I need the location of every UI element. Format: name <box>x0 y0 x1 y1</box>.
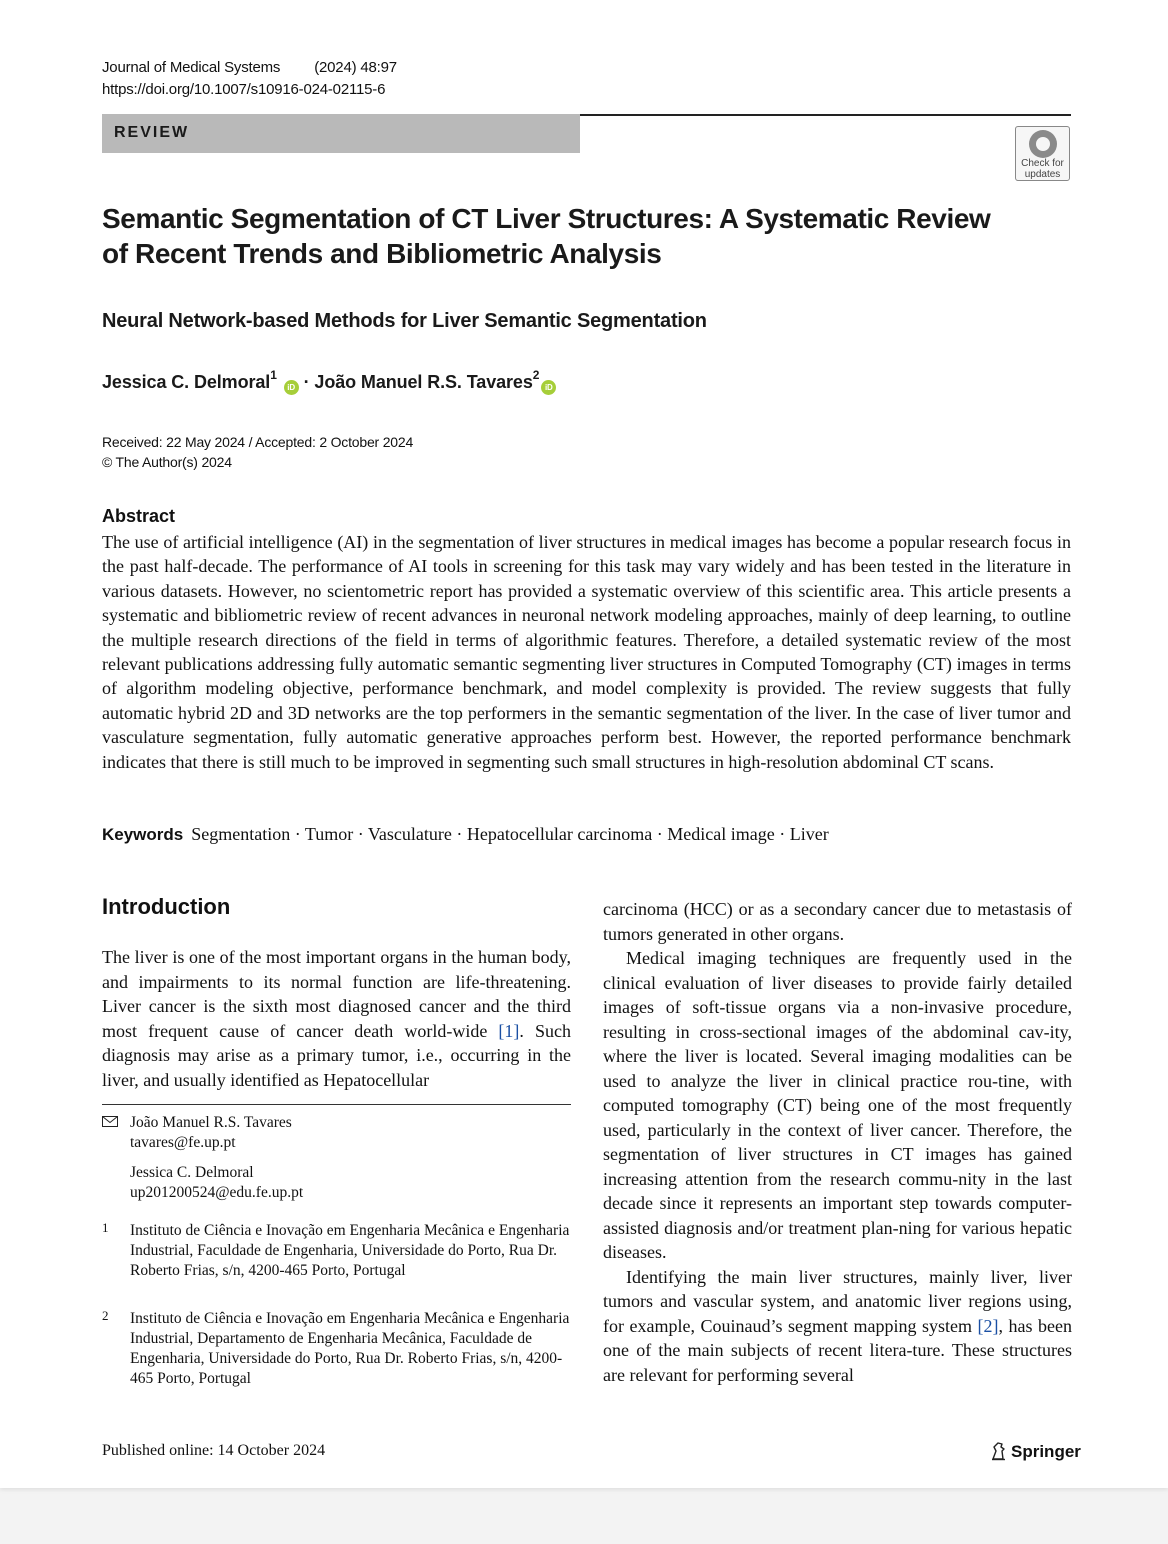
article-title <box>102 201 1002 271</box>
article-dates <box>102 432 413 472</box>
check-updates-icon <box>1029 130 1057 158</box>
doi-link[interactable]: https://doi.org/10.1007/s10916-024-02115-6 <box>102 81 386 98</box>
intro-paragraph-left <box>102 945 571 1092</box>
intro-paragraph <box>603 1265 1072 1388</box>
journal-line <box>102 59 397 76</box>
check-updates-label-1: Check for <box>1021 158 1064 169</box>
keywords-list: Segmentation · Tumor · Vasculature · Hepatocellular carcinoma · Medical image · Liver <box>191 824 829 844</box>
author-affiliation: 1 <box>270 368 277 382</box>
intro-text: . Such diagnosis may arise as a primary tumor, i.e., occurring in the liver, and usually identified as Hepatocellular <box>102 1020 572 1090</box>
orcid-icon[interactable]: iD <box>541 380 556 395</box>
contact-email[interactable]: tavares@fe.up.pt <box>130 1134 236 1151</box>
author-affiliation: 2 <box>532 368 540 382</box>
intro-paragraph: carcinoma (HCC) or as a secondary cancer due to metastasis of tumors generated in other organs. <box>603 899 1072 944</box>
publisher-logo <box>990 1441 1081 1462</box>
abstract-heading: Abstract <box>102 506 176 526</box>
orcid-icon[interactable]: iD <box>284 380 299 395</box>
keywords-line <box>102 824 829 845</box>
contact-name: Jessica C. Delmoral <box>130 1164 254 1181</box>
publisher-name: Springer <box>1011 1442 1081 1461</box>
author-separator: · <box>303 372 310 392</box>
author-name: Jessica C. Delmoral <box>102 372 271 392</box>
springer-horse-icon <box>990 1441 1008 1461</box>
article-subtitle: Neural Network-based Methods for Liver Semantic Segmentation <box>102 310 707 332</box>
check-updates-label-2: updates <box>1024 169 1061 180</box>
abstract-text: The use of artificial intelligence (AI) in the segmentation of liver structures in medical images has become a popular research focus in the past half-decade. The performance of AI tools in screening for this task may vary widely and has been tested in the literature in various datasets. However, no scientometric report has provided a systematic overview of this scientific area. This article presents a systematic and bibliometric review of recent advances in neuronal network modeling approaches, mainly of deep learning, to outline the multiple research directions of the field in terms of algorithmic features. Therefore, a detailed systematic review of the most relevant publications addressing fully automatic semantic segmenting liver structures in Computed Tomography (CT) images in terms of algorithm modeling objective, performance benchmark, and model complexity is provided. The review suggests that fully automatic hybrid 2D and 3D networks are the top performers in the semantic segmentation of the liver. In the case of liver tumor and vasculature segmentation, fully automatic generative approaches perform best. However, the reported performance benchmark indicates that there is still much to be improved in segmenting such small structures in high-resolution abdominal CT scans. <box>102 532 1071 772</box>
contact-name: João Manuel R.S. Tavares <box>130 1114 292 1131</box>
affiliation-number: 2 <box>102 1308 109 1323</box>
journal-name: Journal of Medical Systems <box>102 59 281 76</box>
corresponding-author-1 <box>130 1113 570 1153</box>
affiliation-1: Instituto de Ciência e Inovação em Engenharia Mecânica e Engenharia Industrial, Faculdade de Engenharia, Universidade do Porto, Rua Dr. Roberto Frias, s/n, 4200-465 Porto, Portugal <box>130 1222 570 1279</box>
received-accepted: Received: 22 May 2024 / Accepted: 2 October 2024 <box>102 434 414 450</box>
affiliation-number: 1 <box>102 1220 109 1235</box>
intro-paragraph: Medical imaging techniques are frequently used in the clinical evaluation of liver diseases to provide fairly detailed images of soft-tissue organs via a non-invasive procedure, resulting in cross-sectional images of the abdominal cav-ity, where the liver is located. Several imaging modalities can be used to analyze the liver in clinical practice rou-tine, with computed tomography (CT) being one of the most frequently used, particularly in the context of liver cancer. Therefore, the segmentation of liver structures in CT images has gained increasing attention from the research commu-nity in the last decade since it represents an important step towards computer-assisted diagnosis and/or treatment plan-ning for various hepatic diseases. <box>603 948 1072 1262</box>
section-label: REVIEW <box>114 124 190 141</box>
intro-text: , has been one of the main subjects of recent litera-ture. These structures are relevant for performing several <box>603 1315 1072 1385</box>
journal-volume: (2024) 48:97 <box>314 59 397 76</box>
footnote-rule <box>102 1104 571 1105</box>
check-for-updates-button[interactable] <box>1015 126 1070 181</box>
author-list <box>102 370 556 395</box>
keywords-label: Keywords <box>102 825 184 844</box>
affiliation-2: Instituto de Ciência e Inovação em Engenharia Mecânica e Engenharia Industrial, Departamento de Engenharia Mecânica, Faculdade de Engenharia, Universidade do Porto, Rua Dr. Roberto Frias, s/n, 4200-465 Porto, Portugal <box>130 1310 570 1387</box>
title-line-1: Semantic Segmentation of CT Liver Structures: A Systematic Review <box>102 203 991 234</box>
header-rule <box>580 114 1071 116</box>
section-banner <box>102 114 580 153</box>
title-line-2: of Recent Trends and Bibliometric Analysis <box>102 238 662 269</box>
corresponding-author-2 <box>130 1163 570 1203</box>
copyright: © The Author(s) 2024 <box>102 454 232 470</box>
contact-email[interactable]: up201200524@edu.fe.up.pt <box>130 1184 304 1201</box>
author-name: João Manuel R.S. Tavares <box>314 372 533 392</box>
introduction-heading: Introduction <box>102 894 231 919</box>
published-date: Published online: 14 October 2024 <box>102 1442 326 1459</box>
intro-column-right <box>603 897 1072 1387</box>
envelope-icon <box>102 1116 118 1127</box>
intro-text: The liver is one of the most important organs in the human body, and impairments to its normal function are life-threatening. Liver cancer is the sixth most diagnosed cancer and the third most frequent cause of cancer death world-wide <box>102 947 571 1041</box>
citation-link[interactable]: [2] <box>977 1315 999 1336</box>
intro-text: Identifying the main liver structures, mainly liver, liver tumors and vascular system, and anatomic liver regions using, for example, Couinaud’s segment mapping system <box>603 1266 1072 1336</box>
citation-link[interactable]: [1] <box>498 1020 520 1041</box>
